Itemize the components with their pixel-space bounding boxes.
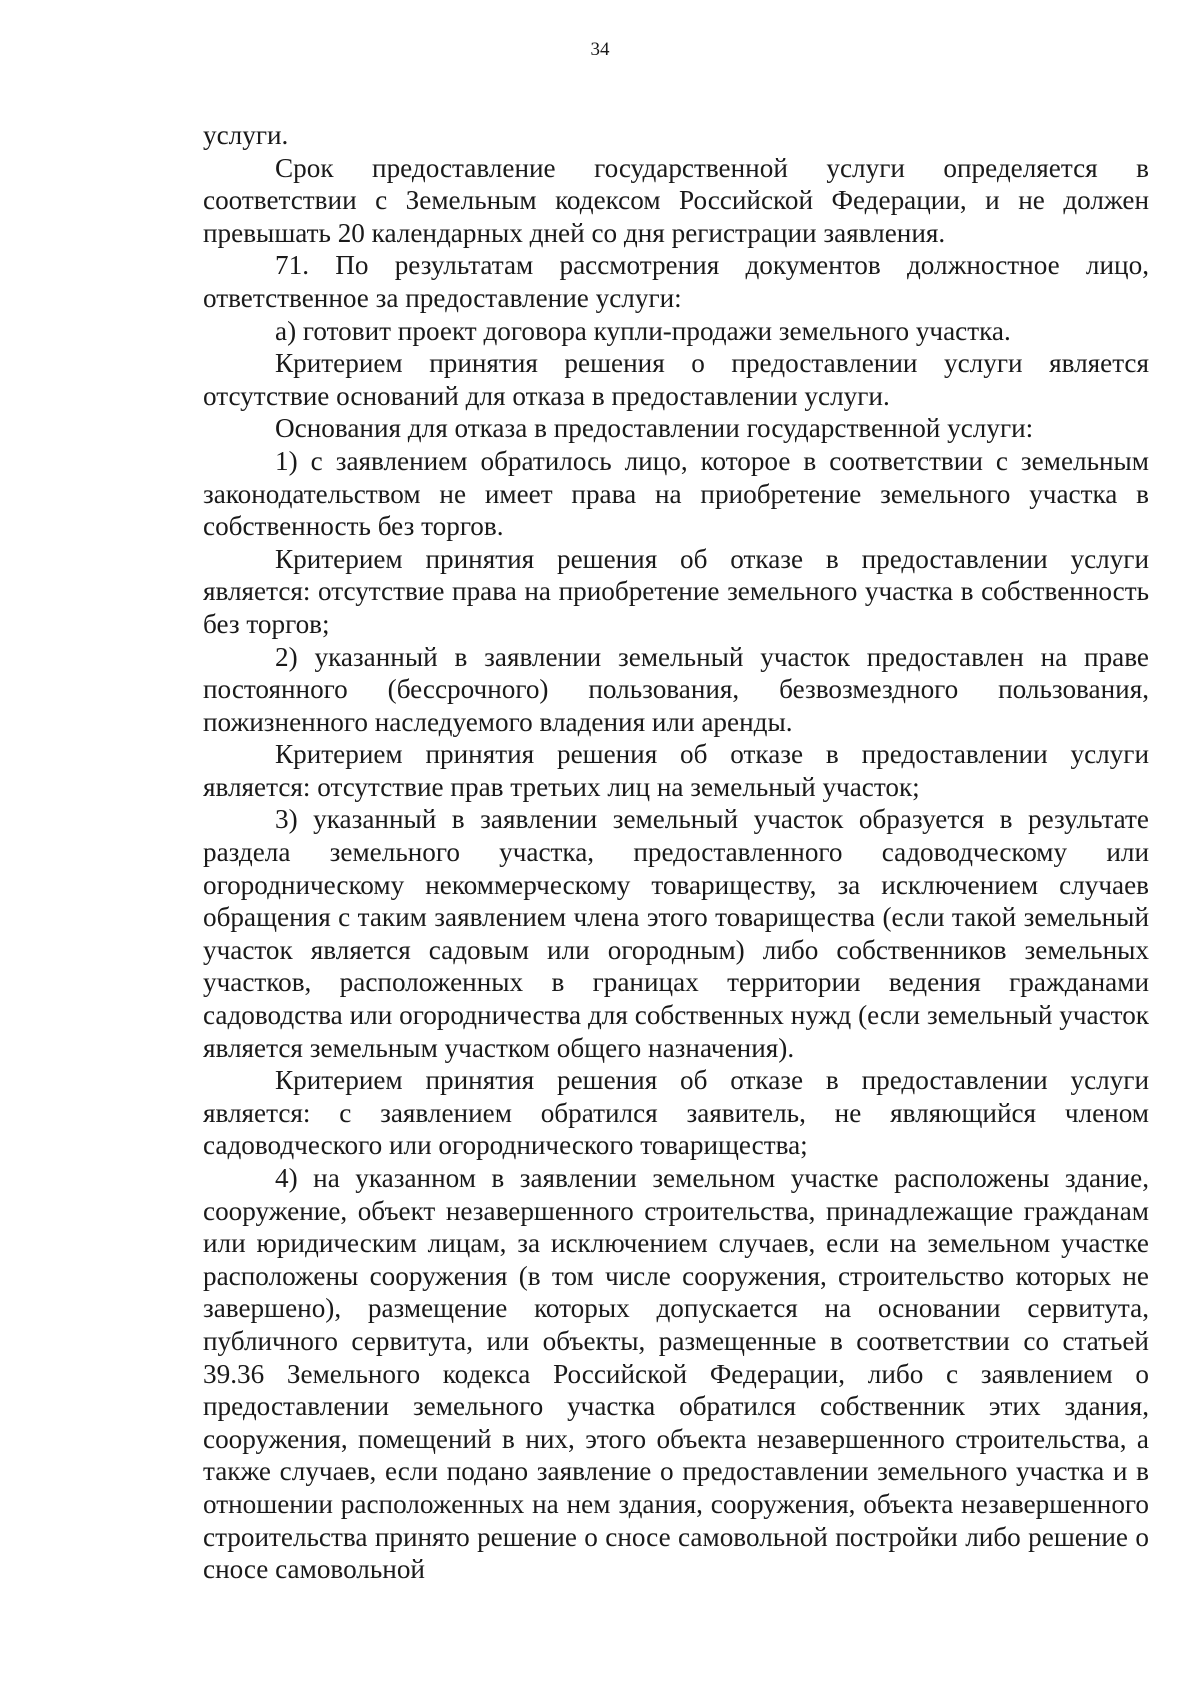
paragraph-criterion-3: Критерием принятия решения об отказе в предоставлении услуги является: с заявлением обратился заявитель, не являющийся членом садоводческого или огороднического товарищества; [203, 1065, 1149, 1161]
paragraph-criterion-1: Критерием принятия решения об отказе в предоставлении услуги является: отсутствие права на приобретение земельного участка в собственность без торгов; [203, 543, 1149, 639]
paragraph-ground-1: 1) с заявлением обратилось лицо, которое в соответствии с земельным законодательством не имеет права на приобретение земельного участка в собственность без торгов. [203, 445, 1149, 542]
page-number: 34 [590, 39, 610, 60]
document-body [203, 119, 1149, 1586]
paragraph-criterion: Критерием принятия решения о предоставлении услуги является отсутствие оснований для отказа в предоставлении услуги. [203, 348, 1149, 411]
paragraph-ground-2: 2) указанный в заявлении земельный участок предоставлен на праве постоянного (бессрочного) пользования, безвозмездного пользования, пожизненного наследуемого владения или аренды. [203, 641, 1149, 737]
paragraph-refusal-grounds-heading: Основания для отказа в предоставлении государственной услуги: [275, 413, 1034, 444]
paragraph-subitem-a: а) готовит проект договора купли-продажи земельного участка. [275, 315, 1011, 346]
paragraph-ground-4: 4) на указанном в заявлении земельном участке расположены здание, сооружение, объект незавершенного строительства, принадлежащие гражданам или юридическим лицам, за исключением случаев, если на земельном участке расположены сооружения (в том числе сооружения, строительство которых не завершено), размещение которых допускается на основании сервитута, публичного сервитута, или объекты, размещенные в соответствии со статьей 39.36 Земельного кодекса Российской Федерации, либо с заявлением о предоставлении земельного участка обратился собственник этих здания, сооружения, помещений в них, этого объекта незавершенного строительства, а также случаев, если подано заявление о предоставлении земельного участка и в отношении расположенных на нем здания, сооружения, объекта незавершенного строительства принято решение о сносе самовольной постройки либо решение о сносе самовольной [203, 1163, 1149, 1585]
paragraph-service-term: Срок предоставление государственной услуги определяется в соответствии с Земельным кодексом Российской Федерации, и не должен превышать 20 календарных дней со дня регистрации заявления. [203, 152, 1149, 248]
paragraph-item-71: 71. По результатам рассмотрения документов должностное лицо, ответственное за предоставление услуги: [203, 250, 1149, 313]
paragraph-ground-3: 3) указанный в заявлении земельный участок образуется в результате раздела земельного участка, предоставленного садоводческому или огородническому некоммерческому товариществу, за исключением случаев обращения с таким заявлением члена этого товарищества (если такой земельный участок является садовым или огородным) либо собственников земельных участков, расположенных в границах территории ведения гражданами садоводства или огородничества для собственных нужд (если земельный участок является земельным участком общего назначения). [203, 804, 1149, 1063]
paragraph-continuation: услуги. [203, 120, 289, 150]
paragraph-criterion-2: Критерием принятия решения об отказе в предоставлении услуги является: отсутствие прав третьих лиц на земельный участок; [203, 739, 1149, 802]
